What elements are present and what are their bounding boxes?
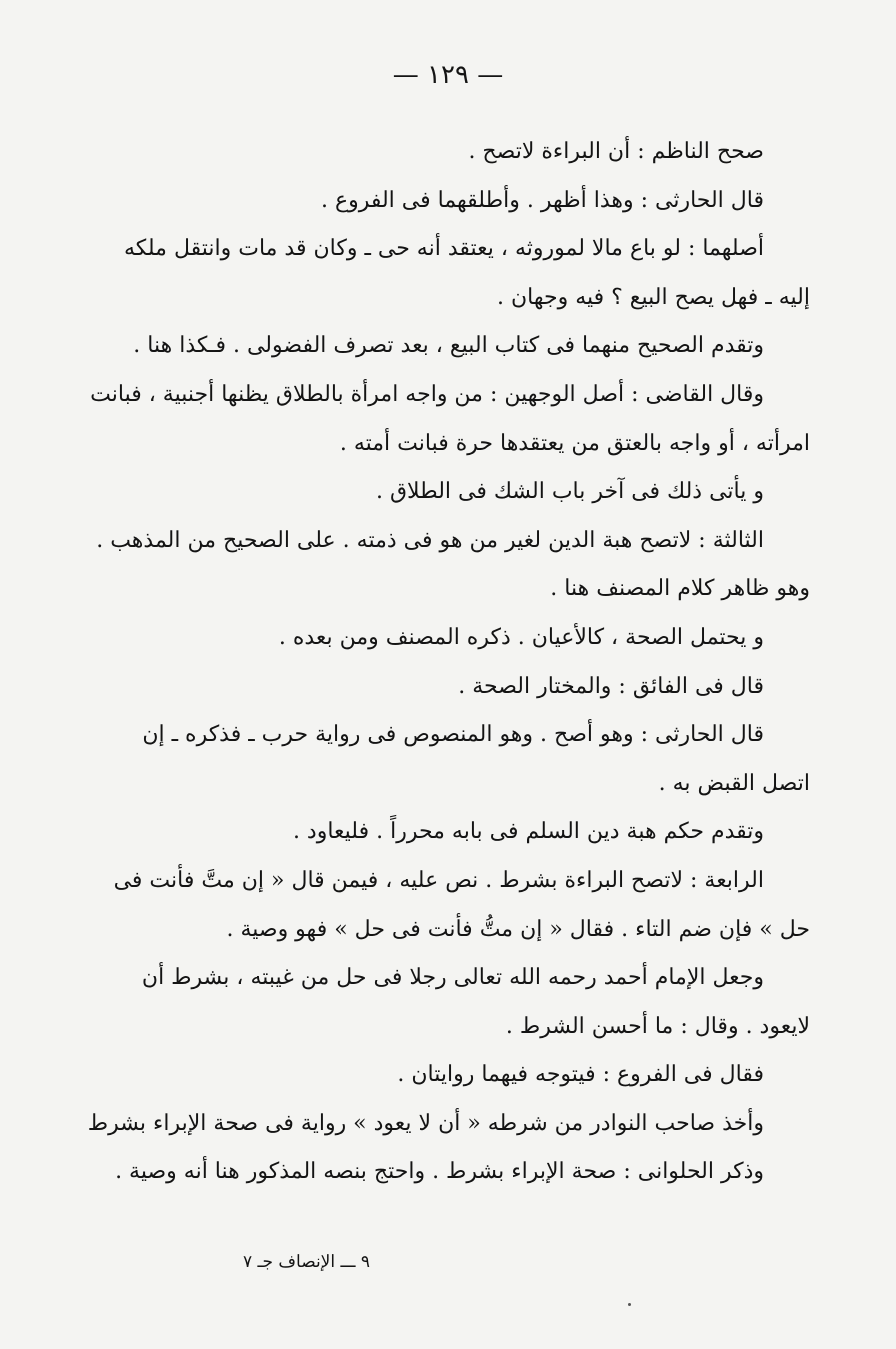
text-line: وجعل الإمام أحمد رحمه الله تعالى رجلا فى حل من غيبته ، بشرط أن — [141, 965, 764, 991]
text-line: أصلهما : لو باع مالا لموروثه ، يعتقد أنه حى ـ وكان قد مات وانتقل ملكه — [123, 236, 764, 262]
body-text — [87, 128, 810, 1197]
text-line: لايعود . وقال : ما أحسن الشرط . — [505, 1013, 810, 1039]
text-line: اتصل القبض به . — [658, 770, 810, 796]
text-line: قال فى الفائق : والمختار الصحة . — [458, 673, 764, 699]
print-speck — [628, 1303, 631, 1306]
text-line: وتقدم حكم هبة دين السلم فى بابه محرراً . فليعاود . — [292, 819, 764, 845]
text-line: حل » فإن ضم التاء . فقال « إن متُّ فأنت فى حل » فهو وصية . — [226, 916, 810, 942]
text-line: و يحتمل الصحة ، كالأعيان . ذكره المصنف ومن بعده . — [278, 624, 764, 650]
text-line: قال الحارثى : وهو أصح . وهو المنصوص فى رواية حرب ـ فذكره ـ إن — [142, 722, 764, 748]
text-line: وقال القاضى : أصل الوجهين : من واجه امرأة بالطلاق يظنها أجنبية ، فبانت — [90, 381, 764, 407]
text-line: امرأته ، أو واجه بالعتق من يعتقدها حرة فبانت أمته . — [339, 430, 810, 456]
text-line: وأخذ صاحب النوادر من شرطه « أن لا يعود » رواية فى صحة الإبراء بشرط — [87, 1110, 764, 1136]
text-line: الرابعة : لاتصح البراءة بشرط . نص عليه ، فيمن قال « إن متَّ فأنت فى — [113, 867, 764, 893]
text-line: قال الحارثى : وهذا أظهر . وأطلقهما فى الفروع . — [320, 187, 764, 213]
text-line: فقال فى الفروع : فيتوجه فيهما روايتان . — [397, 1062, 764, 1088]
footer-signature: ٩ ـــ الإنصاف جـ ٧ — [242, 1252, 370, 1272]
text-line: وهو ظاهر كلام المصنف هنا . — [550, 576, 810, 602]
text-line: وتقدم الصحيح منهما فى كتاب البيع ، بعد تصرف الفضولى . فـكذا هنا . — [133, 333, 764, 359]
page-number: — ١٢٩ — — [392, 60, 504, 90]
text-line: إليه ـ فهل يصح البيع ؟ فيه وجهان . — [496, 284, 810, 310]
text-line: وذكر الحلوانى : صحة الإبراء بشرط . واحتج بنصه المذكور هنا أنه وصية . — [115, 1159, 764, 1185]
text-line: و يأتى ذلك فى آخر باب الشك فى الطلاق . — [375, 479, 764, 505]
text-line: صحح الناظم : أن البراءة لاتصح . — [468, 139, 764, 164]
text-line: الثالثة : لاتصح هبة الدين لغير من هو فى ذمته . على الصحيح من المذهب . — [96, 527, 764, 553]
